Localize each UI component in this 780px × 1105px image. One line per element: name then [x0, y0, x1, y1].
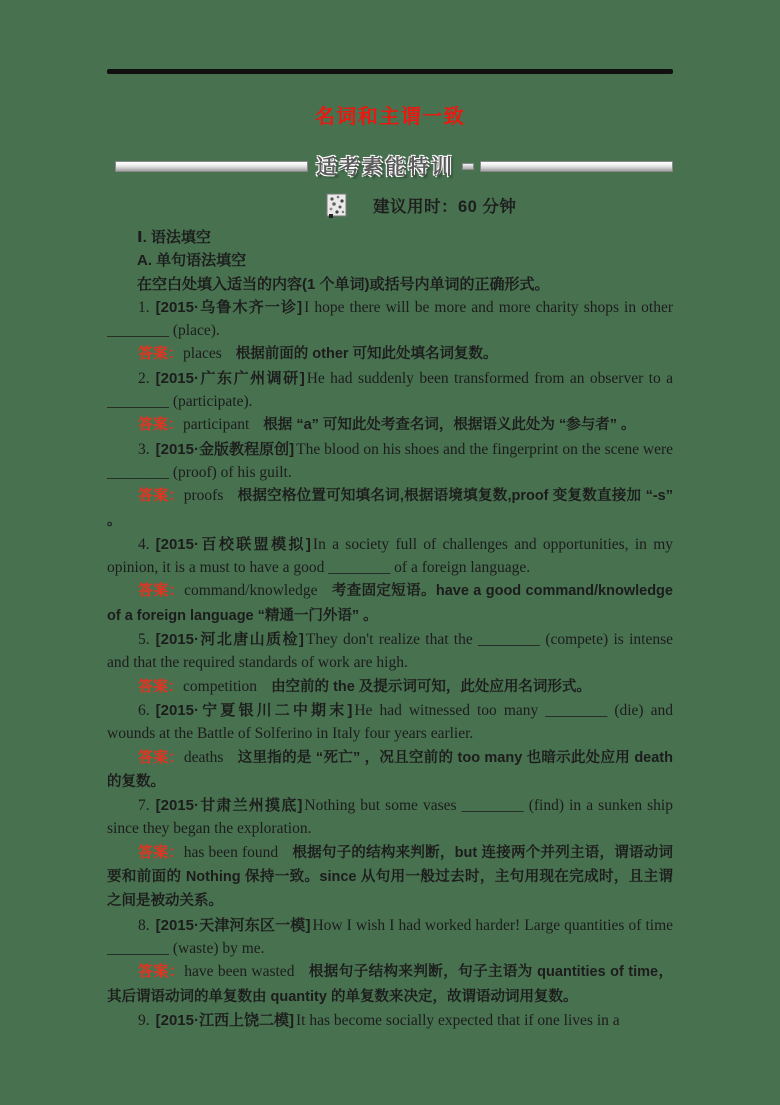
banner-title: 适考素能特训 — [316, 156, 454, 179]
answer-value: command/knowledge — [184, 582, 318, 600]
question-5 — [107, 628, 673, 675]
seal-stamp-icon — [325, 192, 348, 219]
answer-value: places — [183, 345, 222, 363]
answer-explanation: 根据句子结构来判断，句子主语为 quantities of time，其后谓语动词的单复数由 quantity 的单复数来决定，故谓语动词用复数。 — [107, 964, 673, 1005]
question-number: 4. — [138, 535, 150, 553]
answer-label: 答案： — [138, 963, 185, 981]
banner-left-bar — [115, 161, 308, 172]
question-source: [2015·广东广州调研] — [155, 369, 305, 387]
answer-6 — [107, 746, 673, 795]
question-source: [2015·天津河东区一模] — [155, 916, 311, 934]
question-number: 5. — [138, 631, 150, 649]
answer-explanation: 这里指的是 “死亡” ，况且空前的 too many 也暗示此处应用 death 的复数。 — [107, 749, 673, 790]
answer-5 — [107, 675, 673, 699]
answer-label: 答案： — [138, 416, 184, 434]
question-number: 9. — [138, 1011, 150, 1029]
question-source: [2015·河北唐山质检] — [155, 631, 304, 649]
question-1 — [107, 296, 673, 343]
banner-right-bar — [480, 161, 673, 172]
question-number: 2. — [138, 369, 150, 387]
question-text: The blood on his shoes and the fingerprint on the scene were ________ (proof) of his guilt. — [107, 440, 673, 481]
question-source: [2015·宁夏银川二中期末] — [155, 701, 353, 719]
instructions-text: 在空白处填入适当的内容(1 个单词)或括号内单词的正确形式。 — [137, 275, 550, 293]
answer-value: has been found — [183, 843, 279, 861]
question-4 — [107, 533, 673, 580]
question-number: 7. — [138, 797, 150, 815]
suggested-time-label: 建议用时：60 分钟 — [373, 198, 517, 216]
question-7 — [107, 794, 673, 841]
question-8 — [107, 914, 673, 961]
question-text: How I wish I had worked harder! Large quantities of time ________ (waste) by me. — [107, 916, 673, 957]
answer-4 — [107, 579, 673, 628]
answer-value: proofs — [183, 487, 224, 505]
question-source: [2015·江西上饶二模] — [155, 1011, 294, 1029]
answer-1 — [107, 342, 673, 366]
question-source: [2015·甘肃兰州摸底] — [155, 797, 303, 815]
answer-label: 答案： — [138, 748, 184, 766]
question-text: They don't realize that the ________ (compete) is intense and that the required standards of work are high. — [107, 631, 673, 672]
question-number: 3. — [138, 440, 150, 458]
question-number: 1. — [138, 298, 150, 316]
answer-explanation: 考查固定短语。have a good command/knowledge of a foreign language “精通一门外语” 。 — [107, 583, 673, 624]
question-text: He had witnessed too many ________ (die) and wounds at the Battle of Solferino in Italy four years earlier. — [107, 701, 673, 743]
top-rule-bar — [107, 69, 673, 74]
question-2 — [107, 367, 673, 414]
answer-explanation: 根据 “a” 可知此处考查名词，根据语义此处为 “参与者” 。 — [263, 417, 636, 434]
answer-value: deaths — [183, 748, 224, 766]
question-9 — [107, 1009, 673, 1032]
answer-8 — [107, 960, 673, 1009]
question-text: It has become socially expected that if one lives in a — [295, 1011, 620, 1029]
question-source: [2015·乌鲁木齐一诊] — [155, 298, 303, 316]
page-title: 名词和主谓一致 — [314, 106, 466, 128]
answer-label: 答案： — [138, 487, 184, 505]
question-number: 8. — [138, 916, 150, 934]
answer-explanation: 由空前的 the 及提示词可知，此处应用名词形式。 — [271, 678, 591, 695]
answer-3 — [107, 484, 673, 533]
answer-value: participant — [183, 416, 250, 434]
answer-explanation: 根据空格位置可知填名词,根据语境填复数,proof 变复数直接加 “-s” 。 — [107, 488, 673, 529]
question-text: In a society full of challenges and opportunities, in my opinion, it is a must to have a good ________ of a foreign language. — [107, 535, 673, 577]
answer-7 — [107, 841, 673, 914]
worksheet-body — [107, 226, 673, 1105]
question-3 — [107, 438, 673, 485]
question-text: Nothing but some vases ________ (find) in a sunken ship since they began the exploration. — [107, 797, 673, 838]
answer-label: 答案： — [138, 345, 184, 363]
question-text: He had suddenly been transformed from an observer to a ________ (participate). — [107, 369, 673, 411]
section-heading-a: A. 单句语法填空 — [137, 252, 247, 270]
question-source: [2015·金版教程原创] — [155, 440, 295, 458]
banner-divider-dot — [462, 163, 474, 170]
answer-2 — [107, 413, 673, 437]
answer-explanation: 根据句子的结构来判断，but 连接两个并列主语，谓语动词要和前面的 Nothing 保持一致。since 从句用一般过去时，主句用现在完成时，且主谓之间是被动关系。 — [107, 844, 673, 910]
question-source: [2015·百校联盟模拟] — [155, 535, 311, 553]
answer-label: 答案： — [138, 582, 185, 600]
question-text: I hope there will be more and more charity shops in other ________ (place). — [107, 298, 673, 340]
section-banner — [107, 149, 673, 183]
question-6 — [107, 699, 673, 746]
suggested-time-row — [107, 190, 673, 220]
answer-value: have been wasted — [184, 963, 295, 981]
section-heading-1: Ⅰ. 语法填空 — [137, 229, 211, 246]
answer-value: competition — [183, 677, 258, 695]
answer-label: 答案： — [138, 677, 184, 695]
question-number: 6. — [138, 701, 150, 719]
answer-explanation: 根据前面的 other 可知此处填名词复数。 — [235, 346, 498, 363]
answer-label: 答案： — [138, 843, 184, 861]
